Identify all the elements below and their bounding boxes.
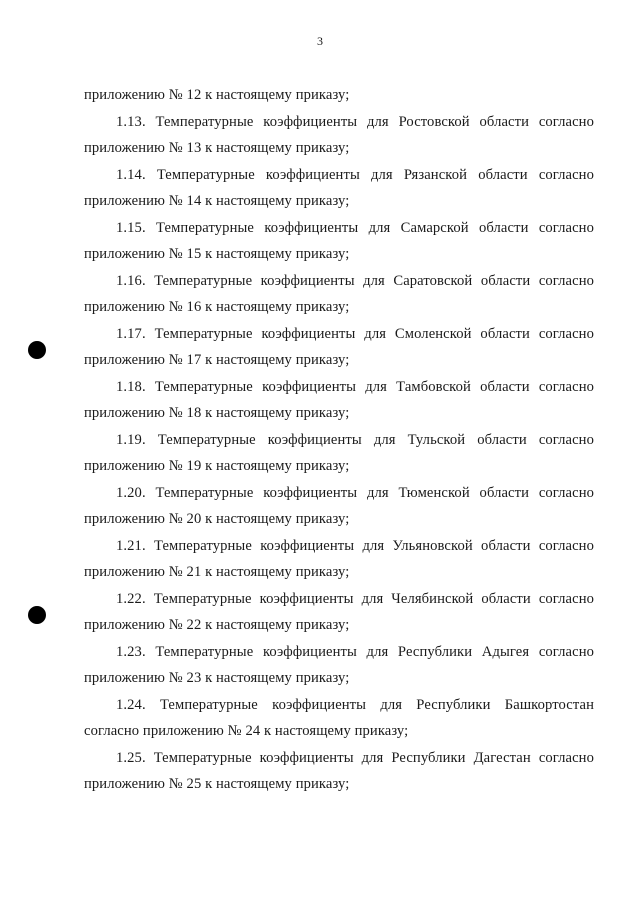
list-item [84, 480, 594, 533]
list-item-text: 1.24. Температурные коэффициенты для Республики Башкортостан [116, 696, 594, 713]
list-item [84, 427, 594, 480]
document-body [84, 82, 594, 798]
list-item [84, 533, 594, 586]
list-item [84, 268, 594, 321]
list-item-continuation: приложению № 23 к настоящему приказу; [84, 670, 350, 686]
list-item-text: 1.23. Температурные коэффициенты для Республики Адыгея согласно [116, 643, 594, 660]
page-number: 3 [317, 34, 323, 48]
list-item-continuation: согласно приложению № 24 к настоящему приказу; [84, 723, 409, 739]
list-item-continuation: приложению № 20 к настоящему приказу; [84, 511, 350, 527]
list-item [84, 374, 594, 427]
list-item-continuation: приложению № 14 к настоящему приказу; [84, 193, 350, 209]
list-item-continuation: приложению № 22 к настоящему приказу; [84, 617, 350, 633]
list-item [84, 745, 594, 798]
list-item-text: 1.17. Температурные коэффициенты для Смоленской области согласно [116, 325, 594, 342]
list-item [84, 215, 594, 268]
list-item-continuation: приложению № 25 к настоящему приказу; [84, 776, 350, 792]
list-item-continuation: приложению № 19 к настоящему приказу; [84, 458, 350, 474]
list-item [84, 162, 594, 215]
list-item-continuation: приложению № 15 к настоящему приказу; [84, 246, 350, 262]
list-item-text: 1.18. Температурные коэффициенты для Тамбовской области согласно [116, 378, 594, 395]
list-item-text: 1.19. Температурные коэффициенты для Тульской области согласно [116, 431, 594, 448]
hole-punch-mark [28, 606, 46, 624]
list-item-continuation: приложению № 13 к настоящему приказу; [84, 140, 350, 156]
list-item [84, 321, 594, 374]
list-item [84, 692, 594, 745]
list-item [84, 586, 594, 639]
list-item-text: 1.21. Температурные коэффициенты для Ульяновской области согласно [116, 537, 594, 554]
hole-punch-mark [28, 341, 46, 359]
list-item-continuation: приложению № 21 к настоящему приказу; [84, 564, 350, 580]
list-item [84, 639, 594, 692]
list-item-continuation: приложению № 18 к настоящему приказу; [84, 405, 350, 421]
list-item-text: 1.25. Температурные коэффициенты для Республики Дагестан согласно [116, 749, 594, 766]
continuation-line: приложению № 12 к настоящему приказу; [84, 87, 350, 103]
list-item-continuation: приложению № 16 к настоящему приказу; [84, 299, 350, 315]
list-item-text: 1.14. Температурные коэффициенты для Рязанской области согласно [116, 166, 594, 183]
list-item-text: 1.22. Температурные коэффициенты для Челябинской области согласно [116, 590, 594, 607]
list-item-text: 1.13. Температурные коэффициенты для Ростовской области согласно [116, 113, 594, 130]
list-item-text: 1.20. Температурные коэффициенты для Тюменской области согласно [116, 484, 594, 501]
list-item-text: 1.15. Температурные коэффициенты для Самарской области согласно [116, 219, 594, 236]
list-item-continuation: приложению № 17 к настоящему приказу; [84, 352, 350, 368]
list-item-text: 1.16. Температурные коэффициенты для Саратовской области согласно [116, 272, 594, 289]
list-item [84, 109, 594, 162]
